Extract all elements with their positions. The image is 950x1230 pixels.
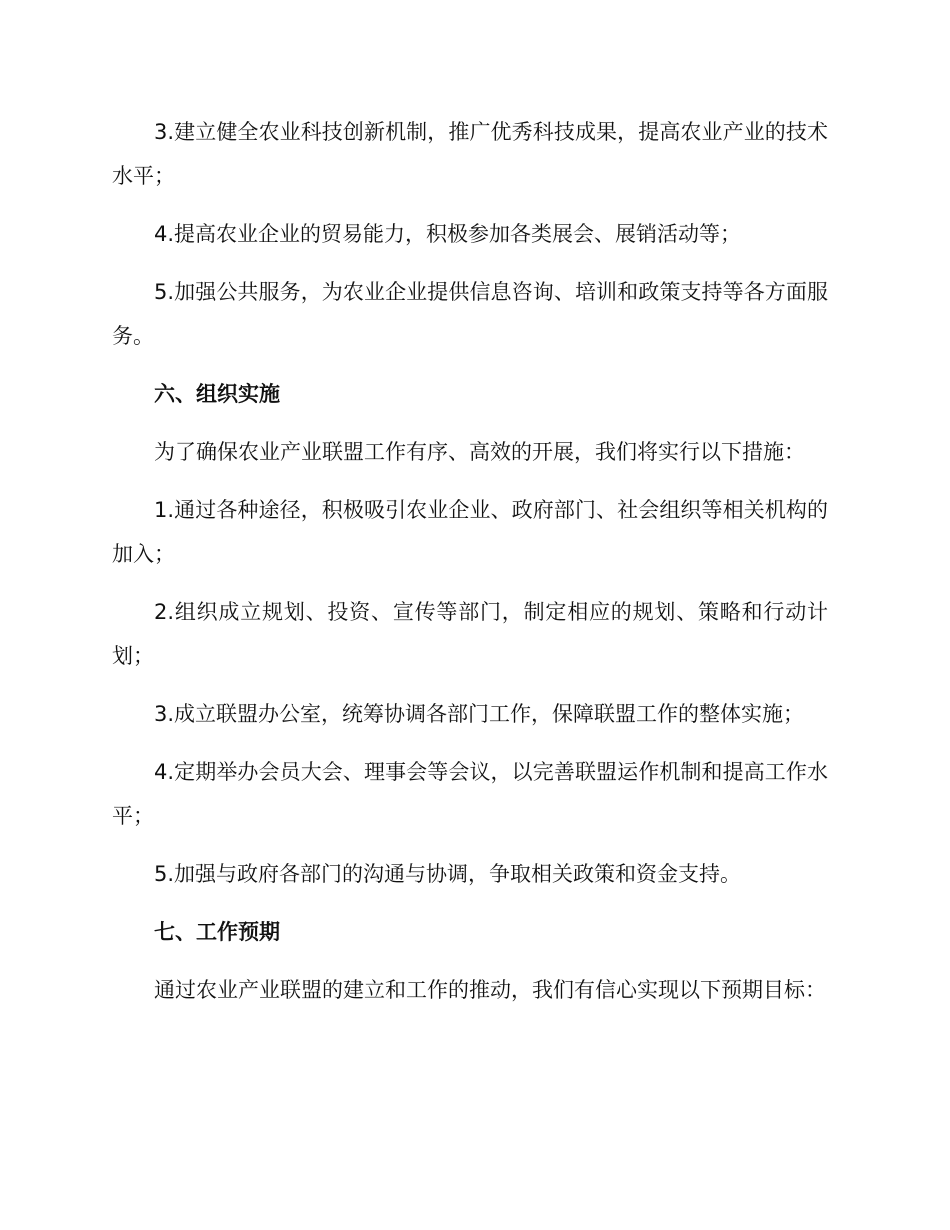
paragraph-expectations-intro: 通过农业产业联盟的建立和工作的推动，我们有信心实现以下预期目标：	[154, 978, 826, 1002]
document-page	[112, 110, 828, 1012]
paragraph-measure-1: 1.通过各种途径，积极吸引农业企业、政府部门、社会组织等相关机构的加入；	[112, 498, 828, 566]
paragraph-measure-2: 2.组织成立规划、投资、宣传等部门，制定相应的规划、策略和行动计划；	[112, 600, 828, 668]
paragraph-measure-4: 4.定期举办会员大会、理事会等会议，以完善联盟运作机制和提高工作水平；	[112, 760, 828, 828]
paragraph-measure-3: 3.成立联盟办公室，统筹协调各部门工作，保障联盟工作的整体实施；	[154, 702, 805, 726]
paragraph-trade-ability: 4.提高农业企业的贸易能力，积极参加各类展会、展销活动等；	[154, 222, 742, 246]
section-heading-expectations: 七、工作预期	[154, 920, 280, 944]
paragraph-public-service: 5.加强公共服务，为农业企业提供信息咨询、培训和政策支持等各方面服务。	[112, 280, 828, 348]
paragraph-measures-intro: 为了确保农业产业联盟工作有序、高效的开展，我们将实行以下措施：	[154, 440, 805, 464]
paragraph-measure-5: 5.加强与政府各部门的沟通与协调，争取相关政策和资金支持。	[154, 862, 742, 886]
section-heading-organization: 六、组织实施	[154, 382, 280, 406]
paragraph-tech-innovation: 3.建立健全农业科技创新机制，推广优秀科技成果，提高农业产业的技术水平；	[112, 120, 828, 188]
